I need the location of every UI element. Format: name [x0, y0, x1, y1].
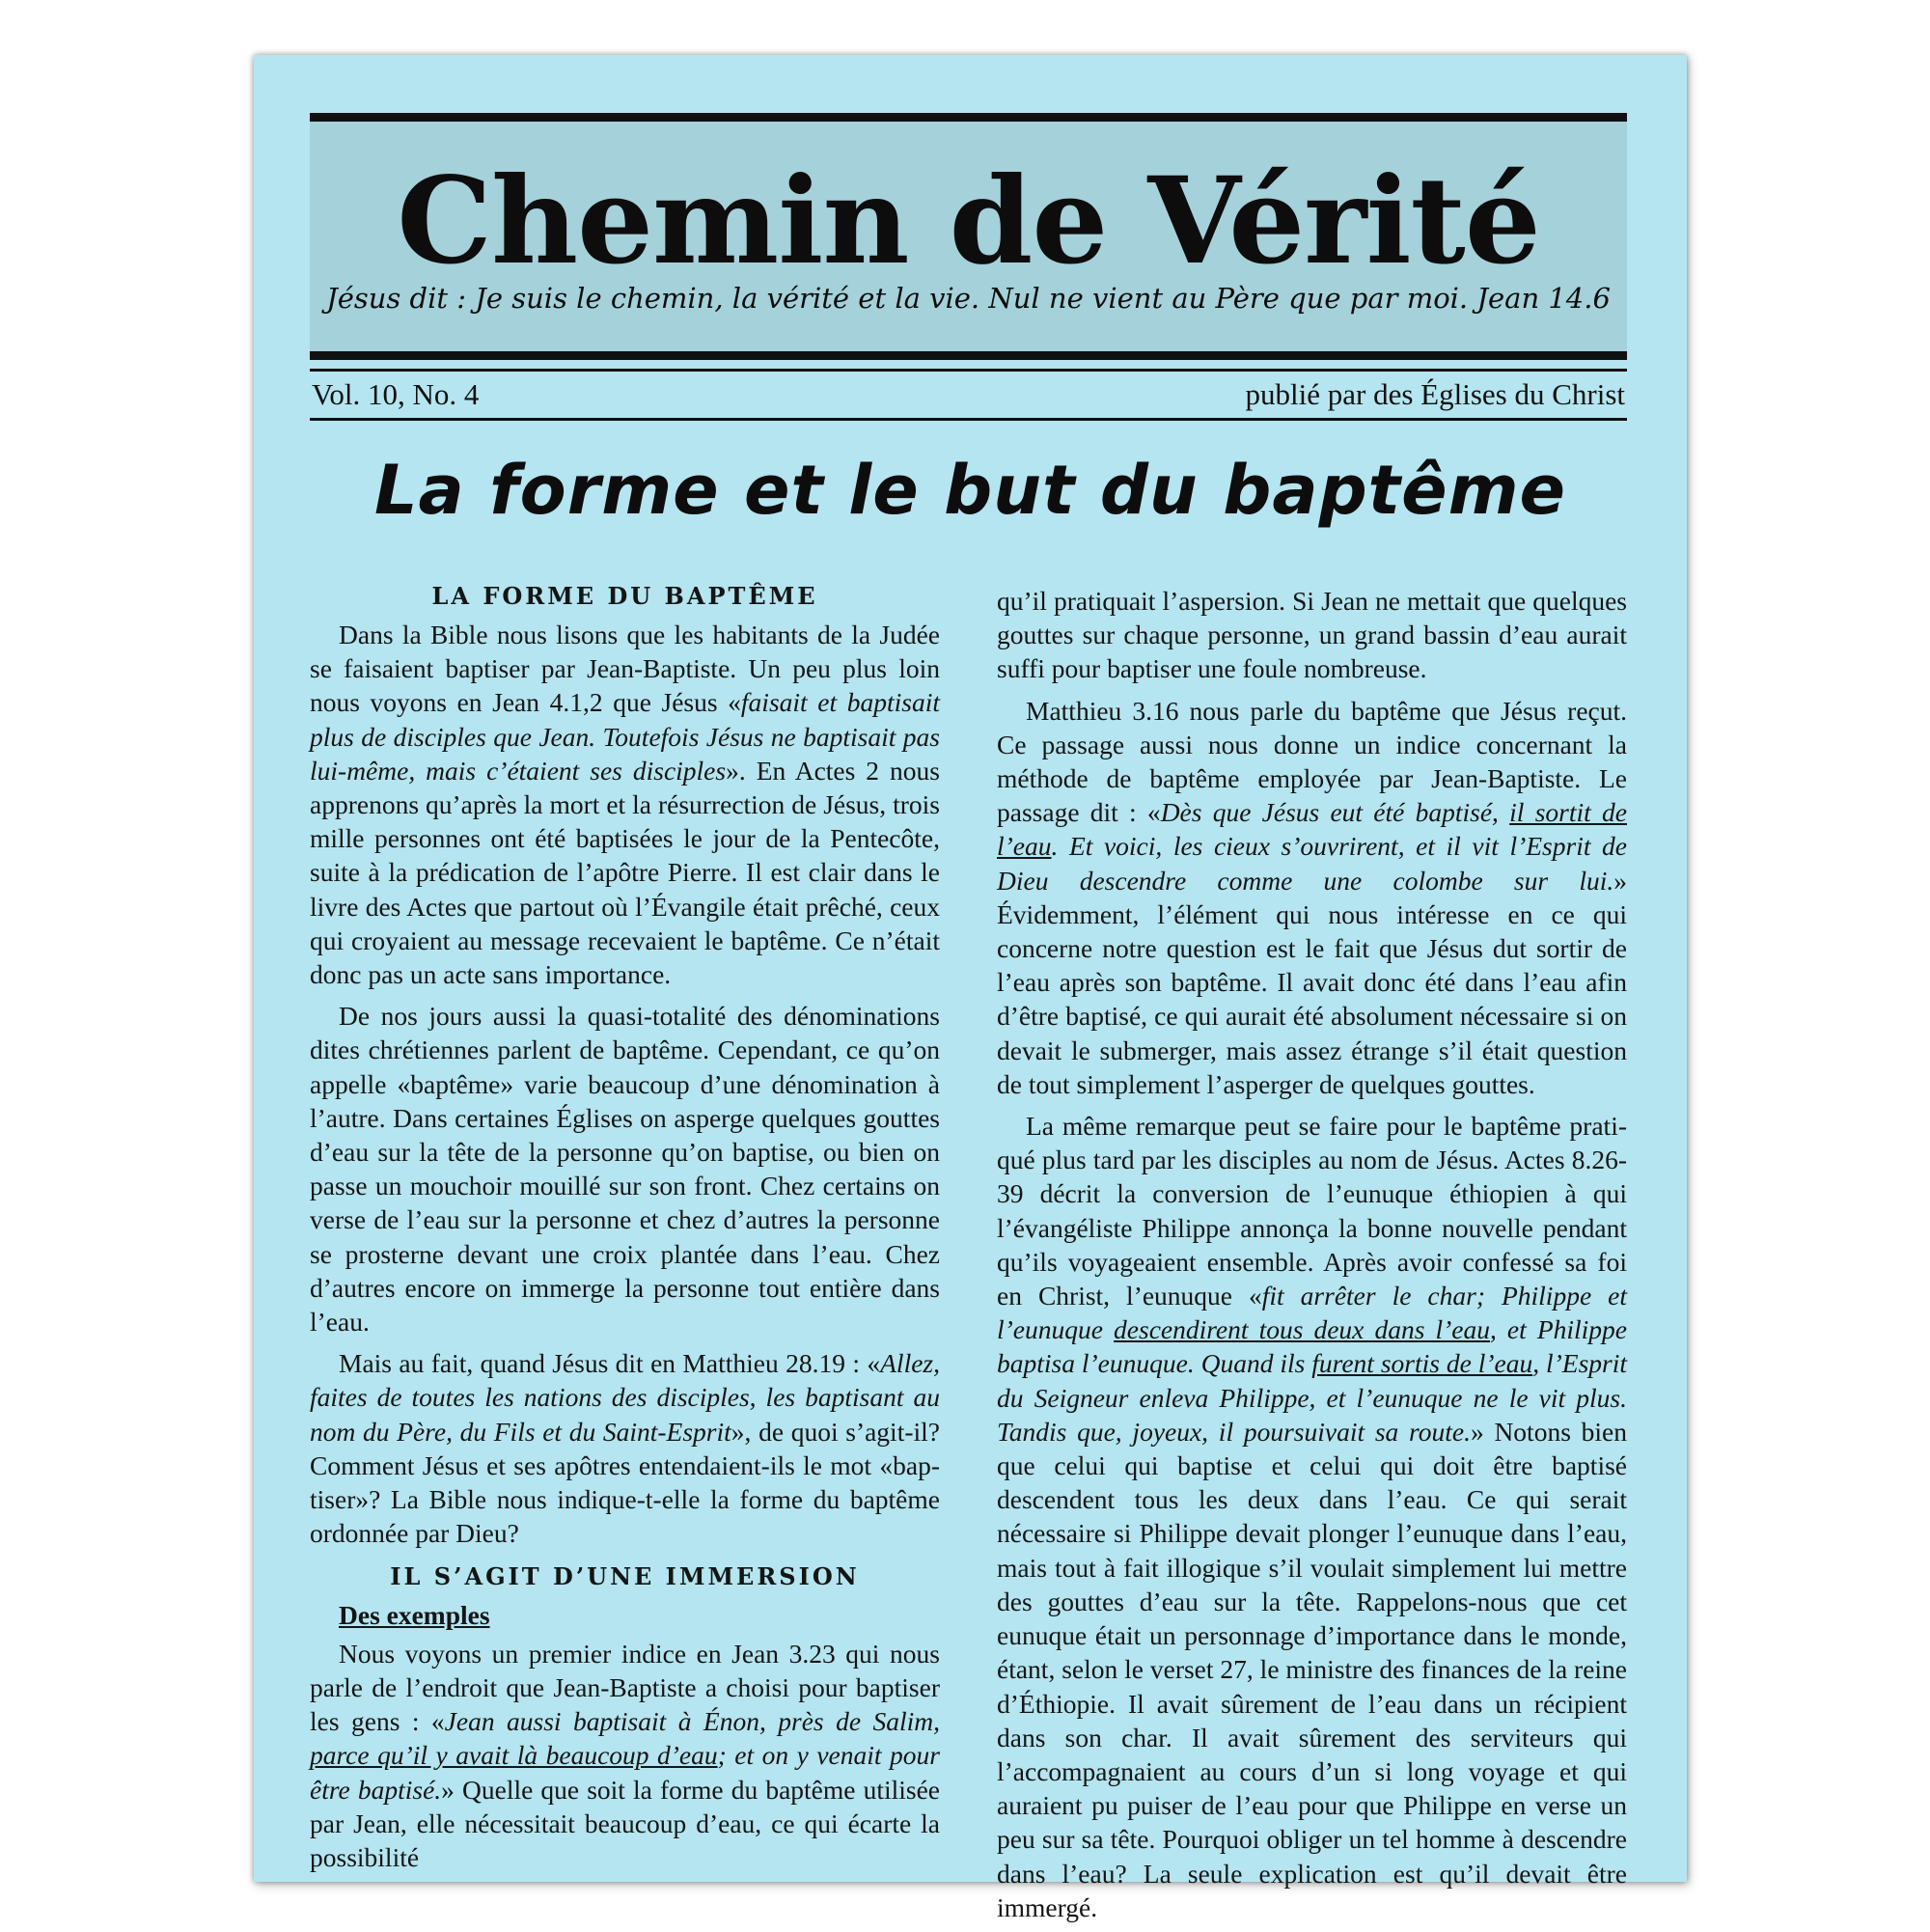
paragraph: Matthieu 3.16 nous parle du baptême que Jésus reçut. Ce passage aussi nous donne un indice concernant la méthode de baptême employée par Jean-Baptiste. Le passage dit : «Dès que Jésus eut été baptisé, il sortit de l’eau. Et voici, les cieux s’ouvrirent, et il vit l’Esprit de Dieu descendre comme une colombe sur lui.» Évidemment, l’élément qui nous intéresse en ce qui concerne notre question est le fait que Jésus dut sortir de l’eau après son baptême. Il avait donc été dans l’eau afin d’être baptisé, ce qui aurait été absolument nécessaire si on devait le submerger, mais assez étrange s’il était question de tout simplement l’asperger de quelques gouttes.	[997, 695, 1627, 1099]
newsletter-page	[254, 55, 1687, 1922]
right-column	[997, 584, 1627, 1932]
section-heading-form: LA FORME DU BAPTÊME	[431, 582, 818, 610]
newsletter-title: Chemin de Vérité	[397, 152, 1540, 291]
paragraph: La même remarque peut se faire pour le baptême pratiqué plus tard par les disciples au nom de Jésus. Actes 8.26-39 décrit la conversion de l’eunuque éthiopien à qui l’évangéliste Philippe annonça la bonne nouvelle pendant qu’ils voyageaient ensemble. Après avoir confessé sa foi en Christ, l’eunuque «fit arrêter le char; Philippe et l’eunuque descendirent tous deux dans l’eau, et Philippe baptisa l’eunuque. Quand ils furent sortis de l’eau, l’Esprit du Seigneur enleva Philippe, et l’eunuque ne le vit plus. Tandis que, joyeux, il poursuivait sa route.» Notons bien que celui qui baptise et celui qui doit être baptisé descendent tous les deux dans l’eau. Ce qui serait nécessaire si Philippe devait plonger l’eunuque dans l’eau, mais tout à fait illogique s’il voulait simplement lui mettre des gouttes d’eau sur la tête. Rappelons-nous que cet eunuque était un personnage d’importance dans le monde, étant, selon le verset 27, le ministre des finances de la reine d’Éthiopie. Il avait sûrement de l’eau dans un récipient dans son char. Il avait sûrement des serviteurs qui l’accompagnaient au cours d’un si long voyage et qui auraient pu puiser de l’eau pour que Philippe en verse un peu sur sa tête. Pourquoi obliger un tel homme à descendre dans l’eau? La seule explication est qu’il devait être immergé.	[997, 1111, 1628, 1922]
masthead-verse: Jésus dit : Je suis le chemin, la vérité et la vie. Nul ne vient au Père que par moi. Jean 14.6	[326, 282, 1611, 315]
banner-bottom-rule	[310, 351, 1627, 360]
paragraph: De nos jours aussi la quasi-totalité des dénominations dites chrétiennes parlent de baptême. Cependant, ce qu’on appelle «baptême» varie beaucoup d’une dénomination à l’autre. Dans certaines Églises on asperge quelques gouttes d’eau sur la tête de la personne qu’on baptise, ou bien on passe un mouchoir mouillé sur son front. Chez certains on verse de l’eau sur la personne et chez d’autres la personne se prosterne devant une croix plantée dans l’eau. Chez d’autres encore on immerge la personne tout entière dans l’eau.	[310, 1001, 940, 1338]
section-heading-immersion: IL S’AGIT D’UNE IMMERSION	[390, 1562, 860, 1591]
masthead-banner	[310, 122, 1627, 351]
article-headline: La forme et le but du baptême	[373, 451, 1567, 530]
paragraph: Nous voyons un premier indice en Jean 3.23 qui nous parle de l’endroit que Jean-Baptiste a choisi pour baptiser les gens : «Jean aussi baptisait à Énon, près de Salim, parce qu’il y avait là beaucoup d’eau; et on y venait pour être baptisé.» Quelle que soit la forme du baptême utilisée par Jean, elle nécessitait beaucoup d’eau, ce qui écarte la possibilité	[310, 1638, 941, 1872]
volume-line	[310, 372, 1627, 418]
subheading-examples: Des exemples	[339, 1600, 490, 1631]
left-column	[310, 579, 940, 1882]
volume-number: Vol. 10, No. 4	[312, 377, 480, 411]
masthead	[310, 113, 1627, 421]
publisher-line: publié par des Églises du Christ	[1245, 377, 1625, 411]
paragraph: qu’il pratiquait l’aspersion. Si Jean ne mettait que quelques gouttes sur chaque personne, un grand bassin d’eau aurait suffi pour baptiser une foule nombreuse.	[997, 586, 1627, 684]
volume-bottom-rule	[310, 418, 1627, 421]
paragraph: Mais au fait, quand Jésus dit en Matthieu 28.19 : «Allez, faites de toutes les nations des disciples, les baptisant au nom du Père, du Fils et du Saint-Esprit», de quoi s’agit-il? Comment Jésus et ses apôtres entendaient-ils le mot «baptiser»? La Bible nous indique-t-elle la forme du baptême ordonnée par Dieu?	[310, 1348, 940, 1549]
top-rule	[310, 113, 1627, 122]
paragraph: Dans la Bible nous lisons que les habitants de la Judée se faisaient baptiser par Jean-Baptiste. Un peu plus loin nous voyons en Jean 4.1,2 que Jésus «faisait et baptisait plus de disciples que Jean. Toutefois Jésus ne baptisait pas lui-même, mais c’étaient ses disciples». En Actes 2 nous apprenons qu’après la mort et la résurrection de Jésus, trois mille personnes ont été baptisées le jour de la Pentecôte, suite à la prédication de l’apôtre Pierre. Il est clair dans le livre des Actes que partout où l’Évangile était prêché, ceux qui croyaient au message recevaient le baptême. Ce n’était donc pas un acte sans importance.	[310, 620, 940, 990]
